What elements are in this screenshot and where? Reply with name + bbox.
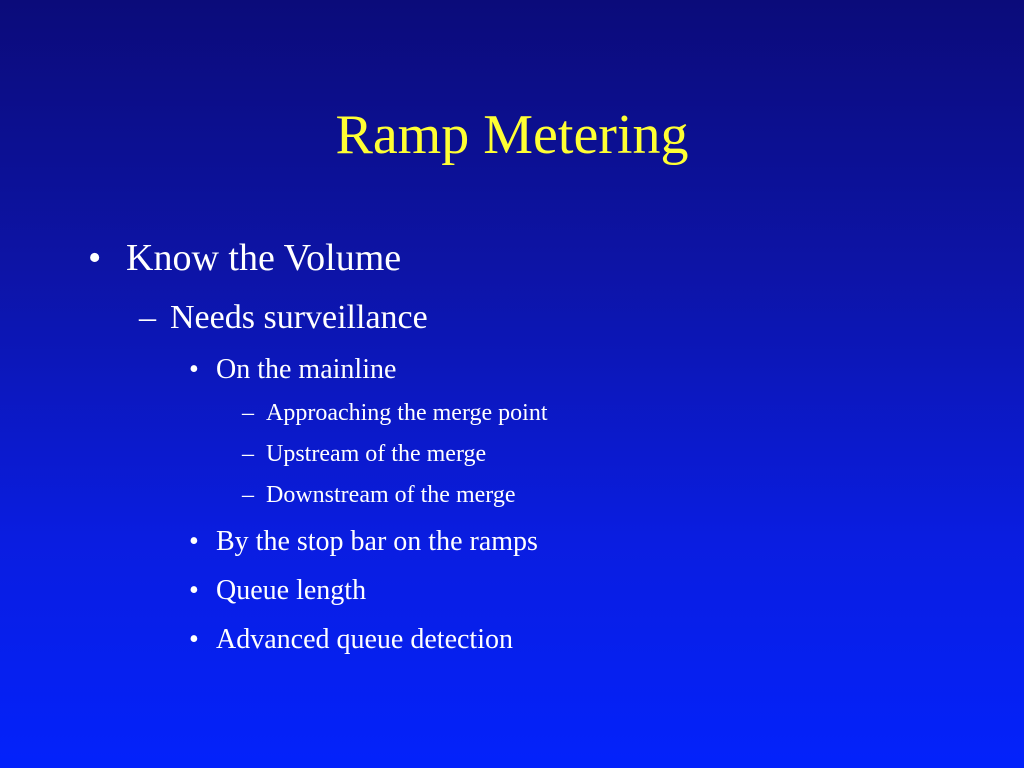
bullet-downstream-of-the-merge: Downstream of the merge xyxy=(266,482,516,508)
bullet-marker: • xyxy=(88,237,102,279)
bullet-advanced-queue-detection: Advanced queue detection xyxy=(216,624,513,655)
bullet-approaching-the-merge-point: Approaching the merge point xyxy=(266,400,548,426)
dash-marker: – xyxy=(242,400,254,426)
bullet-know-the-volume: Know the Volume xyxy=(126,237,402,279)
slide-title: Ramp Metering xyxy=(335,104,689,166)
bullet-marker: • xyxy=(189,624,199,655)
bullet-marker: • xyxy=(189,526,199,557)
bullet-on-the-mainline: On the mainline xyxy=(216,354,397,385)
bullet-needs-surveillance: Needs surveillance xyxy=(170,299,428,336)
dash-marker: – xyxy=(242,441,254,467)
bullet-upstream-of-the-merge: Upstream of the merge xyxy=(266,441,487,467)
bullet-queue-length: Queue length xyxy=(216,575,367,606)
bullet-marker: • xyxy=(189,575,199,606)
bullet-by-the-stop-bar: By the stop bar on the ramps xyxy=(216,526,538,557)
dash-marker: – xyxy=(139,299,156,336)
dash-marker: – xyxy=(242,482,254,508)
bullet-marker: • xyxy=(189,354,199,385)
